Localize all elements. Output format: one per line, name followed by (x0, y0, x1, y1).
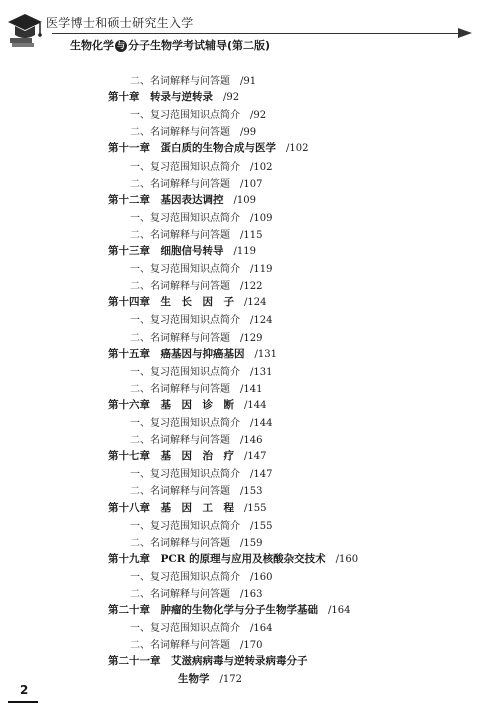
toc-entry (130, 158, 272, 173)
toc-chapter (108, 294, 266, 309)
toc-title: 一、复习范围知识点简介 (130, 161, 240, 173)
header-rule (52, 33, 460, 34)
toc-entry (130, 517, 272, 532)
toc-page: /107 (240, 178, 263, 190)
toc-page: /99 (240, 127, 257, 139)
toc-title: 二、名词解释与问答题 (130, 435, 230, 447)
toc-entry (130, 363, 272, 378)
footer-rule (8, 701, 38, 703)
toc-chapter (108, 346, 277, 361)
toc-page: /122 (240, 281, 263, 293)
toc-entry (130, 311, 272, 326)
toc-page: /164 (250, 623, 273, 635)
toc-entry (130, 431, 262, 446)
toc-page: /170 (240, 640, 263, 652)
toc-page: /164 (328, 605, 351, 617)
toc-page: /160 (250, 571, 273, 583)
toc-entry (130, 123, 256, 138)
toc-chapter (108, 140, 308, 155)
toc-entry (130, 72, 256, 87)
toc-page: /131 (250, 366, 273, 378)
toc-entry (130, 260, 272, 275)
page-header (0, 0, 498, 62)
toc-chapter (108, 192, 256, 207)
toc-chapter (108, 448, 266, 463)
toc-page: /153 (240, 486, 263, 498)
toc-entry (130, 380, 262, 395)
toc-page: /155 (250, 520, 273, 532)
toc-entry (130, 329, 262, 344)
toc-page: /92 (250, 110, 267, 122)
toc-page: /172 (219, 673, 242, 685)
toc-entry (130, 568, 272, 583)
toc-title: 第十三章 细胞信号转导 (108, 245, 224, 257)
toc-title: 第十章 转录与逆转录 (108, 91, 213, 104)
toc-title: 一、复习范围知识点简介 (130, 366, 240, 378)
toc-title: 一、复习范围知识点简介 (130, 212, 240, 224)
toc-title: 一、复习范围知识点简介 (130, 571, 240, 583)
toc-page: /119 (250, 264, 273, 276)
toc-page: /146 (240, 435, 263, 447)
graduation-cap-icon (6, 8, 44, 48)
toc-page: /155 (244, 502, 267, 514)
toc-page: /115 (240, 229, 263, 241)
toc-chapter (108, 653, 308, 668)
toc-title: 二、名词解释与问答题 (130, 589, 230, 600)
toc-title: 第十五章 癌基因与抑癌基因 (108, 347, 245, 360)
toc-title: 第二十章 肿瘤的生物化学与分子生物学基础 (108, 604, 318, 617)
toc-title: 生物学 (178, 672, 210, 685)
toc-title: 一、复习范围知识点简介 (130, 110, 240, 122)
subtitle-part: 分子生物学考试辅导(第二版) (128, 39, 271, 52)
page-number: 2 (20, 683, 29, 697)
toc-entry (130, 209, 272, 224)
toc-title: 一、复习范围知识点简介 (130, 520, 240, 532)
toc-page: /131 (254, 348, 277, 360)
toc-title: 二、名词解释与问答题 (130, 332, 230, 344)
header-subtitle (70, 37, 270, 53)
subtitle-part: 生物化学 (70, 39, 114, 52)
toc-page: /102 (286, 143, 309, 155)
toc-page: /129 (240, 332, 263, 344)
toc-entry (130, 534, 262, 549)
toc-page: /92 (223, 92, 240, 104)
toc-page: /160 (335, 553, 359, 565)
toc-page: /109 (250, 212, 273, 224)
toc-entry (130, 619, 272, 634)
toc-page: /147 (250, 469, 273, 481)
toc-title: 一、复习范围知识点简介 (130, 264, 240, 276)
toc-page: /141 (240, 383, 263, 395)
toc-chapter (108, 243, 256, 258)
toc-title: 第十八章 基 因 工 程 (108, 501, 234, 514)
toc-title: 二、名词解释与问答题 (130, 229, 230, 241)
toc-title: 第十九章 PCR 的原理与应用及核酸杂交技术 (108, 552, 326, 565)
toc-page: /163 (240, 589, 263, 600)
toc-entry (130, 482, 262, 497)
toc-title: 二、名词解释与问答题 (130, 76, 230, 87)
toc-title: 二、名词解释与问答题 (130, 178, 230, 190)
header-arrow-icon (458, 28, 472, 38)
toc-page: /91 (240, 76, 257, 87)
toc-entry (130, 465, 272, 480)
toc-title: 第十二章 基因表达调控 (108, 193, 224, 206)
toc-title: 一、复习范围知识点简介 (130, 623, 240, 635)
toc-title: 第十七章 基 因 治 疗 (108, 450, 234, 463)
toc-title: 一、复习范围知识点简介 (130, 418, 240, 429)
toc-title: 第二十一章 艾滋病病毒与逆转录病毒分子 (108, 655, 308, 668)
subtitle-badge: 与 (117, 41, 125, 50)
toc-entry (130, 106, 266, 121)
toc-title: 第十一章 蛋白质的生物合成与医学 (108, 142, 276, 155)
toc-entry (130, 226, 262, 241)
toc-title: 第十六章 基 因 诊 断 (108, 398, 234, 411)
toc-chapter (108, 89, 239, 104)
toc-title: 二、名词解释与问答题 (130, 281, 230, 293)
toc-entry (130, 585, 262, 600)
toc-title: 二、名词解释与问答题 (130, 486, 230, 498)
toc-page: /147 (244, 451, 267, 463)
toc-title: 二、名词解释与问答题 (130, 537, 230, 549)
toc-entry (130, 414, 272, 429)
toc-chapter (108, 551, 358, 566)
toc-page: /144 (244, 399, 267, 411)
toc-chapter (108, 602, 350, 617)
toc-title: 一、复习范围知识点简介 (130, 315, 240, 327)
toc-page: /109 (233, 194, 256, 206)
toc-page: /144 (250, 418, 273, 429)
toc-title: 二、名词解释与问答题 (130, 640, 230, 652)
toc-entry (130, 636, 262, 651)
toc-page: /124 (250, 315, 273, 327)
toc-title: 一、复习范围知识点简介 (130, 469, 240, 481)
toc-page: /159 (240, 537, 263, 549)
toc-chapter (108, 397, 266, 412)
toc-title: 二、名词解释与问答题 (130, 127, 230, 139)
header-title: 医学博士和硕士研究生入学 (46, 16, 194, 30)
toc-title: 二、名词解释与问答题 (130, 383, 230, 395)
toc-chapter (108, 500, 266, 515)
toc-entry (130, 175, 262, 190)
toc-page: /102 (250, 161, 273, 173)
toc-page: /124 (244, 297, 267, 309)
toc-page: /119 (233, 246, 256, 257)
toc-entry (130, 277, 262, 292)
toc-title: 第十四章 生 长 因 子 (108, 296, 234, 309)
toc-entry (178, 671, 242, 686)
